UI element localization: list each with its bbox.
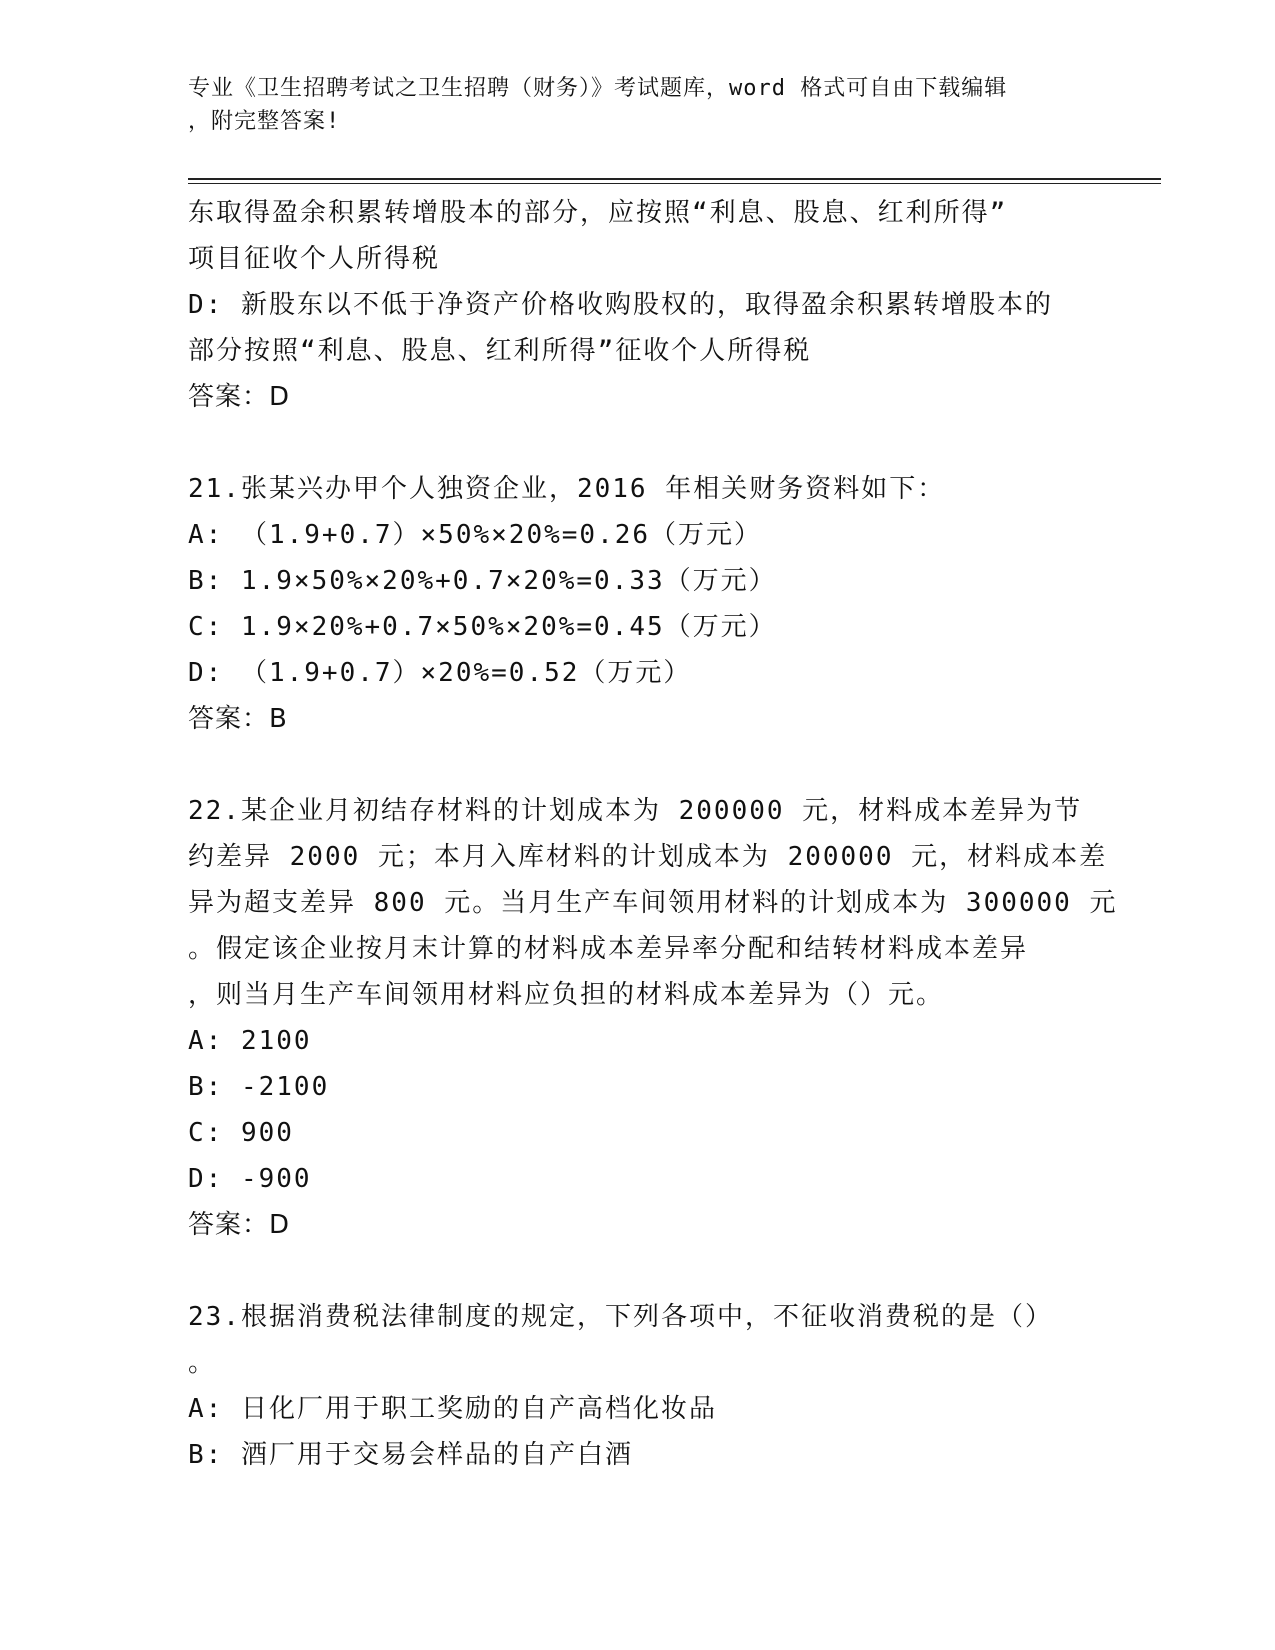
fragment-line: 东取得盈余积累转增股本的部分，应按照“利息、股息、红利所得”: [188, 198, 1008, 228]
q22-option-a: A: 2100: [188, 1026, 312, 1056]
q21-answer: 答案：B: [188, 704, 288, 734]
q22-stem-line: 异为超支差异 800 元。当月生产车间领用材料的计划成本为 300000 元: [188, 888, 1118, 918]
q22-stem-line: 。假定该企业按月末计算的材料成本差异率分配和结转材料成本差异: [188, 934, 1029, 964]
document-body: [188, 190, 1118, 1478]
q21-option-b: B: 1.9×50%×20%+0.7×20%=0.33（万元）: [188, 566, 777, 596]
q21-stem: 21.张某兴办甲个人独资企业，2016 年相关财务资料如下：: [188, 474, 946, 504]
fragment-answer: 答案：D: [188, 382, 291, 412]
header-line-1: 专业《卫生招聘考试之卫生招聘（财务）》考试题库，word 格式可自由下载编辑: [188, 76, 1008, 101]
q23-stem-line: 23.根据消费税法律制度的规定，下列各项中，不征收消费税的是（）: [188, 1302, 1053, 1332]
q23-option-a: A: 日化厂用于职工奖励的自产高档化妆品: [188, 1394, 717, 1424]
fragment-line: 项目征收个人所得税: [188, 244, 441, 274]
q22-stem-line: ，则当月生产车间领用材料应负担的材料成本差异为（）元。: [188, 980, 945, 1010]
q22-option-d: D: -900: [188, 1164, 312, 1194]
q22-option-c: C: 900: [188, 1118, 294, 1148]
q21-option-c: C: 1.9×20%+0.7×50%×20%=0.45（万元）: [188, 612, 777, 642]
header-line-2: ，附完整答案!: [188, 109, 341, 134]
spacer: [188, 1248, 1088, 1294]
q22-stem-line: 约差异 2000 元；本月入库材料的计划成本为 200000 元，材料成本差: [188, 842, 1108, 872]
document-header: [188, 72, 1068, 138]
header-divider-thick: [188, 178, 1161, 180]
header-divider-thin: [188, 183, 1161, 184]
q23-stem-line: 。: [188, 1348, 217, 1378]
fragment-line: D: 新股东以不低于净资产价格收购股权的，取得盈余积累转增股本的: [188, 290, 1053, 320]
q21-option-d: D: （1.9+0.7）×20%=0.52（万元）: [188, 658, 692, 688]
spacer: [188, 742, 1088, 788]
q22-answer: 答案：D: [188, 1210, 291, 1240]
q22-stem-line: 22.某企业月初结存材料的计划成本为 200000 元，材料成本差异为节: [188, 796, 1083, 826]
q22-option-b: B: -2100: [188, 1072, 330, 1102]
q23-option-b: B: 酒厂用于交易会样品的自产白酒: [188, 1440, 633, 1470]
fragment-line: 部分按照“利息、股息、红利所得”征收个人所得税: [188, 336, 812, 366]
spacer: [188, 420, 1088, 466]
q21-option-a: A: （1.9+0.7）×50%×20%=0.26（万元）: [188, 520, 763, 550]
